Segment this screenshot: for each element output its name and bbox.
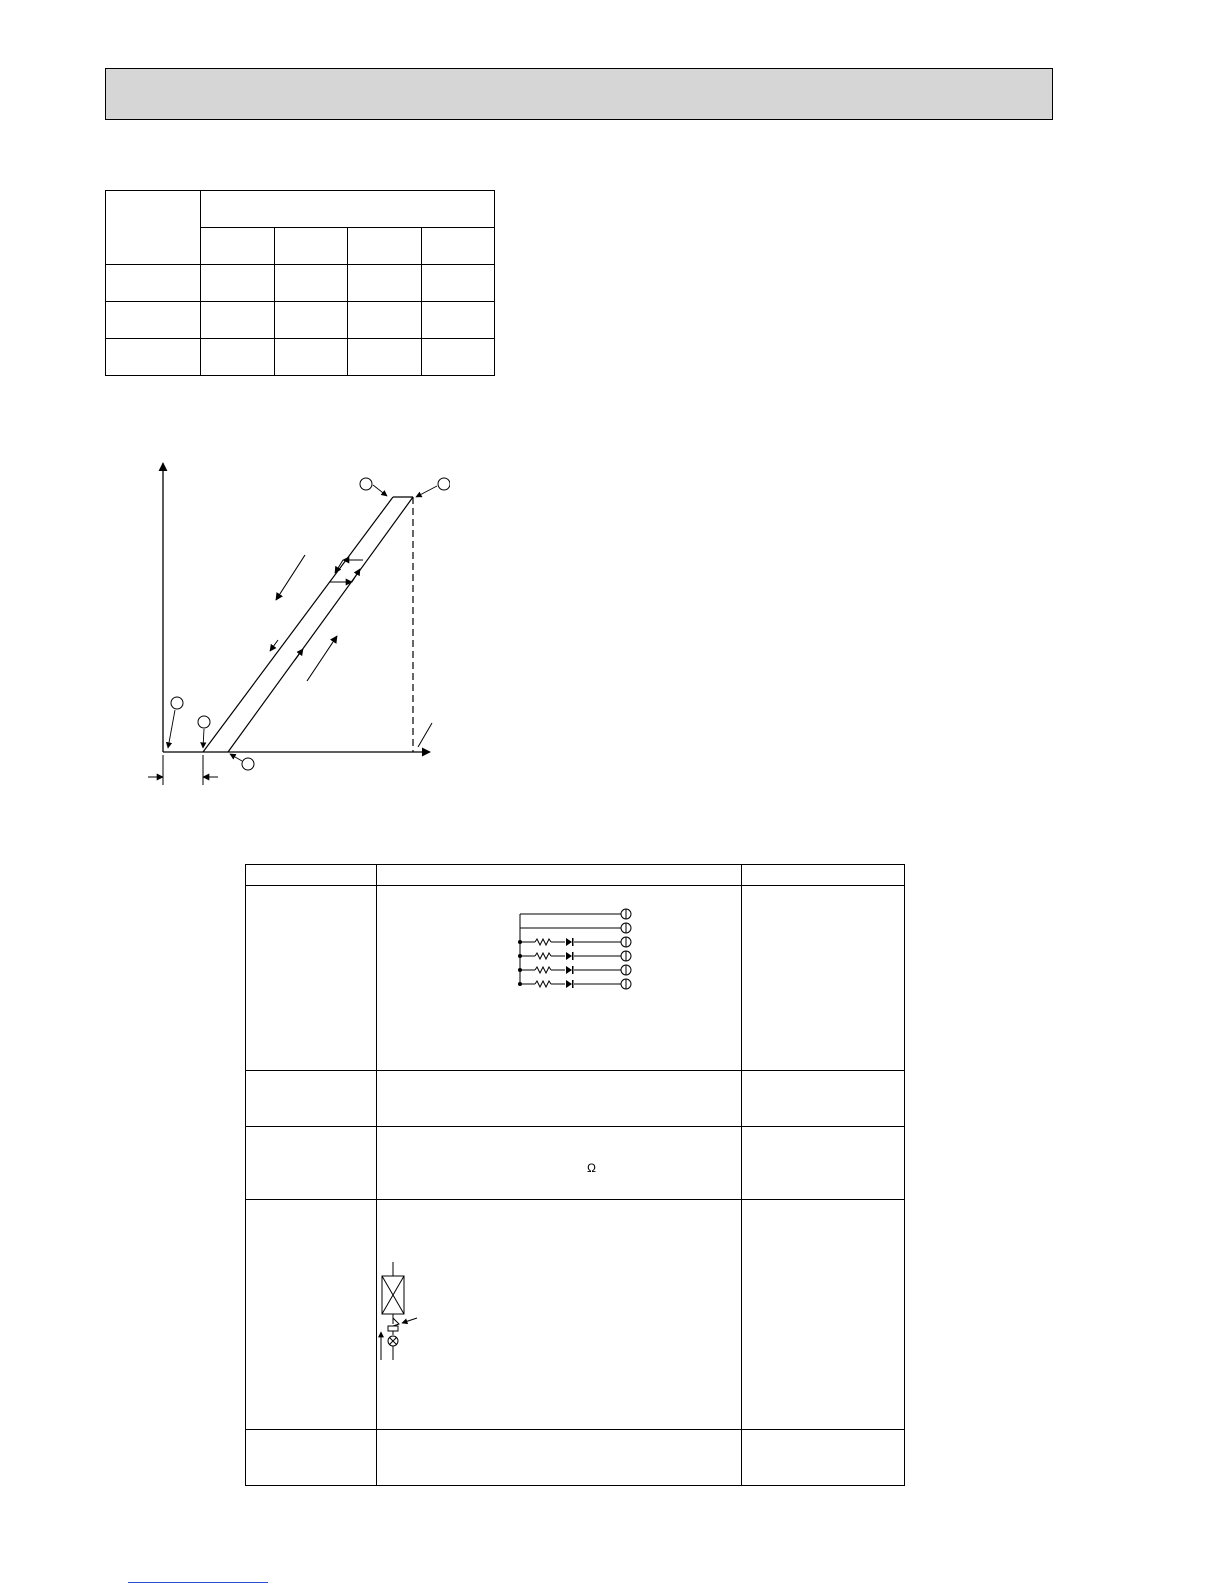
table-subheader-cell [201, 228, 275, 265]
marker-leader [168, 710, 175, 748]
header-banner [105, 68, 1053, 120]
table-header-cell [106, 191, 201, 265]
table-row [246, 1200, 905, 1430]
method-cell [377, 1200, 742, 1430]
table-subheader-cell [421, 228, 495, 265]
table-cell [421, 302, 495, 339]
marker-leader [203, 729, 204, 748]
column-header [742, 865, 905, 886]
marker-leader [373, 485, 387, 496]
part-cell [246, 1127, 377, 1200]
table-cell [348, 265, 422, 302]
table-cell [348, 339, 422, 376]
marker-circle [198, 716, 210, 728]
marker-circle [438, 478, 450, 490]
criteria-cell [742, 1071, 905, 1127]
column-header [377, 865, 742, 886]
column-header [246, 865, 377, 886]
criteria-cell [742, 1127, 905, 1200]
part-cell [246, 886, 377, 1071]
bottom-link[interactable] [128, 1582, 268, 1583]
table-row [106, 302, 495, 339]
table-subheader-cell [348, 228, 422, 265]
line-arrow-down [270, 640, 278, 651]
arrow-up [352, 569, 360, 582]
criteria-cell [742, 1430, 905, 1486]
part-cell [246, 1200, 377, 1430]
part-cell [246, 1071, 377, 1127]
table-cell [106, 265, 201, 302]
table-header-cell [201, 191, 495, 228]
pulse-table [105, 190, 495, 376]
table-cell [201, 302, 275, 339]
table-row [246, 1430, 905, 1486]
table-cell [106, 302, 201, 339]
closing-direction-arrow [276, 555, 305, 600]
coil-wiring-diagram [377, 886, 741, 1070]
line-arrow-up [295, 649, 303, 660]
marker-circle [242, 758, 254, 770]
table-cell [274, 302, 348, 339]
table-row [246, 1127, 905, 1200]
table-cell [201, 339, 275, 376]
table-row [106, 265, 495, 302]
table-row [106, 339, 495, 376]
table-row [246, 1071, 905, 1127]
valve-symbol-diagram [377, 1200, 741, 1429]
criteria-cell [742, 1200, 905, 1430]
method-cell [377, 1430, 742, 1486]
table-cell [274, 265, 348, 302]
marker-circle [360, 478, 372, 490]
criteria-cell [742, 886, 905, 1071]
check-table [245, 864, 905, 1486]
opening-direction-arrow [307, 636, 337, 681]
table-cell [421, 339, 495, 376]
ohm-symbol: Ω [587, 1161, 596, 1175]
marker-leader [230, 754, 242, 761]
part-cell [246, 1430, 377, 1486]
method-cell [377, 1127, 742, 1200]
table-subheader-cell [274, 228, 348, 265]
table-cell [106, 339, 201, 376]
table-cell [274, 339, 348, 376]
table-cell [421, 265, 495, 302]
opening-line [228, 497, 413, 752]
marker-circle [171, 697, 183, 709]
method-cell [377, 886, 742, 1071]
table-row [246, 886, 905, 1071]
table-cell [348, 302, 422, 339]
valve-opening-diagram [130, 455, 450, 795]
table-cell [201, 265, 275, 302]
method-cell [377, 1071, 742, 1127]
marker-leader [416, 486, 437, 497]
axis-label-leader [418, 723, 432, 747]
closing-line [203, 497, 393, 752]
